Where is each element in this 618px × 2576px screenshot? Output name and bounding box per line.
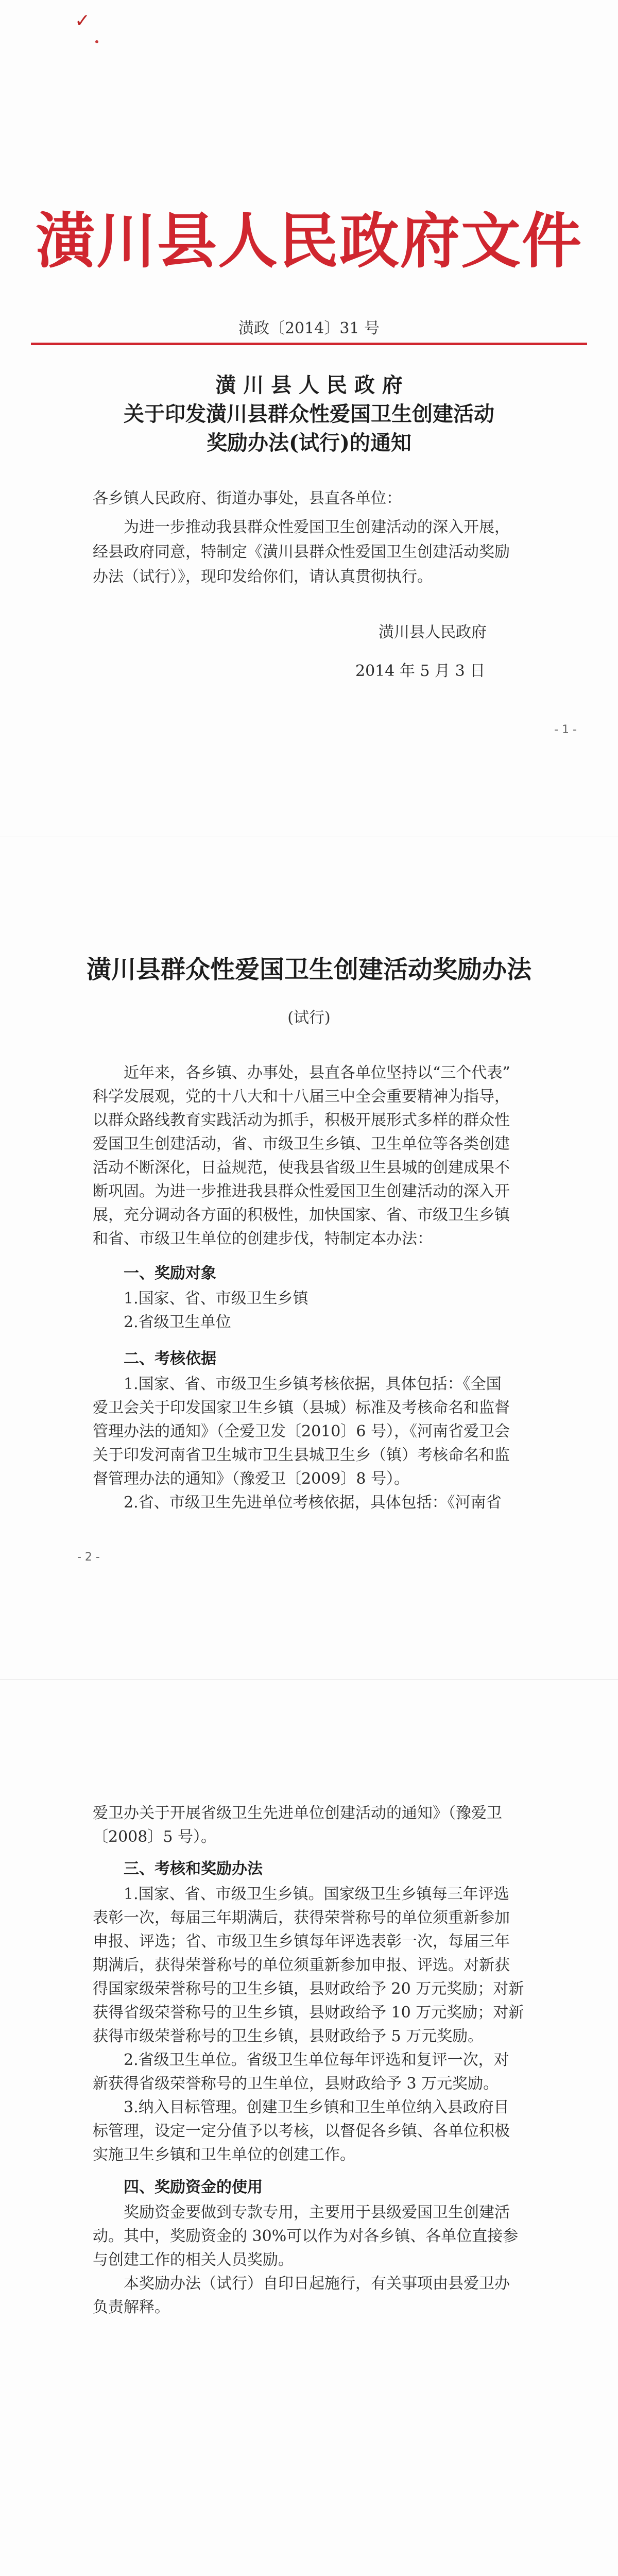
body-line: 为进一步推动我县群众性爱国卫生创建活动的深入开展， <box>124 518 510 536</box>
intro-line: 和省、市级卫生单位的创建步伐，特制定本办法： <box>93 1230 433 1248</box>
intro-line: 活动不断深化，日益规范，使我县省级卫生县城的创建成果不 <box>93 1159 510 1177</box>
section-item: 实施卫生乡镇和卫生单位的创建工作。 <box>93 2146 355 2164</box>
signature-org: 潢川县人民政府 <box>379 623 487 641</box>
section-item: 爱卫会关于印发国家卫生乡镇（县城）标准及考核命名和监督 <box>93 1399 510 1417</box>
section-item: 1.国家、省、市级卫生乡镇。国家级卫生乡镇每三年评选 <box>124 1885 509 1903</box>
intro-line: 以群众路线教育实践活动为抓手，积极开展形式多样的群众性 <box>93 1111 510 1129</box>
section-heading: 四、奖励资金的使用 <box>124 2178 263 2196</box>
intro-line: 爱国卫生创建活动，省、市级卫生乡镇、卫生单位等各类创建 <box>93 1135 510 1153</box>
section-item: 2.省、市级卫生先进单位考核依据，具体包括：《河南省 <box>124 1494 502 1512</box>
section-heading: 一、奖励对象 <box>124 1264 216 1282</box>
section-item: 2.省级卫生单位 <box>124 1313 231 1331</box>
section-item: 表彰一次，每届三年期满后，获得荣誉称号的单位须重新参加 <box>93 1909 510 1927</box>
section-item: 与创建工作的相关人员奖励。 <box>93 2251 294 2269</box>
section-items <box>93 1372 546 1515</box>
section-item: 1.国家、省、市级卫生乡镇考核依据，具体包括：《全国 <box>124 1375 502 1393</box>
intro-line: 科学发展观，党的十八大和十八届三中全会重要精神为指导， <box>93 1088 510 1106</box>
section-items <box>124 1287 308 1334</box>
intro-line: 展，充分调动各方面的积极性，加快国家、省、市级卫生乡镇 <box>93 1206 510 1224</box>
notice-title <box>0 371 618 457</box>
section-items <box>93 1883 546 2167</box>
section-item: 得国家级荣誉称号的卫生乡镇，县财政给予 20 万元奖励；对新 <box>93 1980 524 1998</box>
section-item: 关于印发河南省卫生城市卫生县城卫生乡（镇）考核命名和监 <box>93 1446 510 1464</box>
document-number: 潢政〔2014〕31 号 <box>238 319 380 337</box>
rules-subtitle: (试行) <box>287 1009 331 1027</box>
body-line: 办法（试行）》，现印发给你们，请认真贯彻执行。 <box>93 568 433 586</box>
notice-body <box>93 515 536 589</box>
document-masthead: 潢川县人民政府文件 <box>36 206 582 276</box>
continued-line: 爱卫办关于开展省级卫生先进单位创建活动的通知》（豫爱卫 <box>93 1804 502 1822</box>
section-item: 督管理办法的通知》（豫爱卫〔2009〕8 号）。 <box>93 1470 409 1488</box>
body-line: 经县政府同意，特制定《潢川县群众性爱国卫生创建活动奖励 <box>93 543 510 561</box>
section-item: 2.省级卫生单位。省级卫生单位每年评选和复评一次，对 <box>124 2051 509 2069</box>
section-item: 1.国家、省、市级卫生乡镇 <box>124 1290 308 1308</box>
red-dot-mark <box>95 40 98 43</box>
section-item: 期满后，获得荣誉称号的单位须重新参加申报、评选。对新获 <box>93 1956 510 1974</box>
section-item: 获得市级荣誉称号的卫生乡镇，县财政给予 5 万元奖励。 <box>93 2027 484 2045</box>
section-heading: 三、考核和奖励办法 <box>124 1860 263 1878</box>
section-item: 3.纳入目标管理。创建卫生乡镇和卫生单位纳入县政府目 <box>124 2098 509 2116</box>
section-item: 标管理，设定一定分值予以考核，以督促各乡镇、各单位积极 <box>93 2122 510 2140</box>
section-heading: 二、考核依据 <box>124 1350 216 1368</box>
signature-date: 2014 年 5 月 3 日 <box>355 662 486 680</box>
intro-line: 断巩固。为进一步推进我县群众性爱国卫生创建活动的深入开 <box>93 1182 510 1200</box>
page-number: - 2 - <box>77 1551 100 1564</box>
handwritten-check-mark: ✓ <box>75 10 91 31</box>
page-number: - 1 - <box>554 723 577 736</box>
notice-title-line: 关于印发潢川县群众性爱国卫生创建活动 <box>124 402 494 426</box>
continued-line: 〔2008〕5 号）。 <box>93 1828 216 1846</box>
section-item: 奖励资金要做到专款专用，主要用于县级爱国卫生创建活 <box>124 2204 510 2222</box>
section-items <box>93 2201 546 2319</box>
section-item: 申报、评选；省、市级卫生乡镇每年评选表彰一次，每届三年 <box>93 1933 510 1951</box>
section-item: 负责解释。 <box>93 2298 170 2316</box>
rules-title: 潢川县群众性爱国卫生创建活动奖励办法 <box>86 955 531 984</box>
addressee: 各乡镇人民政府、街道办事处，县直各单位： <box>93 489 402 507</box>
section-item: 本奖励办法（试行）自印日起施行，有关事项由县爱卫办 <box>124 2275 510 2293</box>
red-divider-line <box>31 343 587 345</box>
notice-title-line: 奖励办法(试行)的通知 <box>207 431 411 455</box>
section-item: 管理办法的通知》（全爱卫发〔2010〕6 号），《河南省爱卫会 <box>93 1422 510 1440</box>
rules-intro <box>93 1061 546 1251</box>
intro-line: 近年来，各乡镇、办事处，县直各单位坚持以“三个代表” <box>124 1064 510 1082</box>
section-item: 获得省级荣誉称号的卫生乡镇，县财政给予 10 万元奖励；对新 <box>93 2004 524 2022</box>
section-item: 动。其中，奖励资金的 30%可以作为对各乡镇、各单位直接参 <box>93 2227 519 2245</box>
continued-text <box>93 1802 546 1849</box>
section-item: 新获得省级荣誉称号的卫生单位，县财政给予 3 万元奖励。 <box>93 2075 499 2093</box>
notice-title-line: 潢 川 县 人 民 政 府 <box>215 373 403 397</box>
